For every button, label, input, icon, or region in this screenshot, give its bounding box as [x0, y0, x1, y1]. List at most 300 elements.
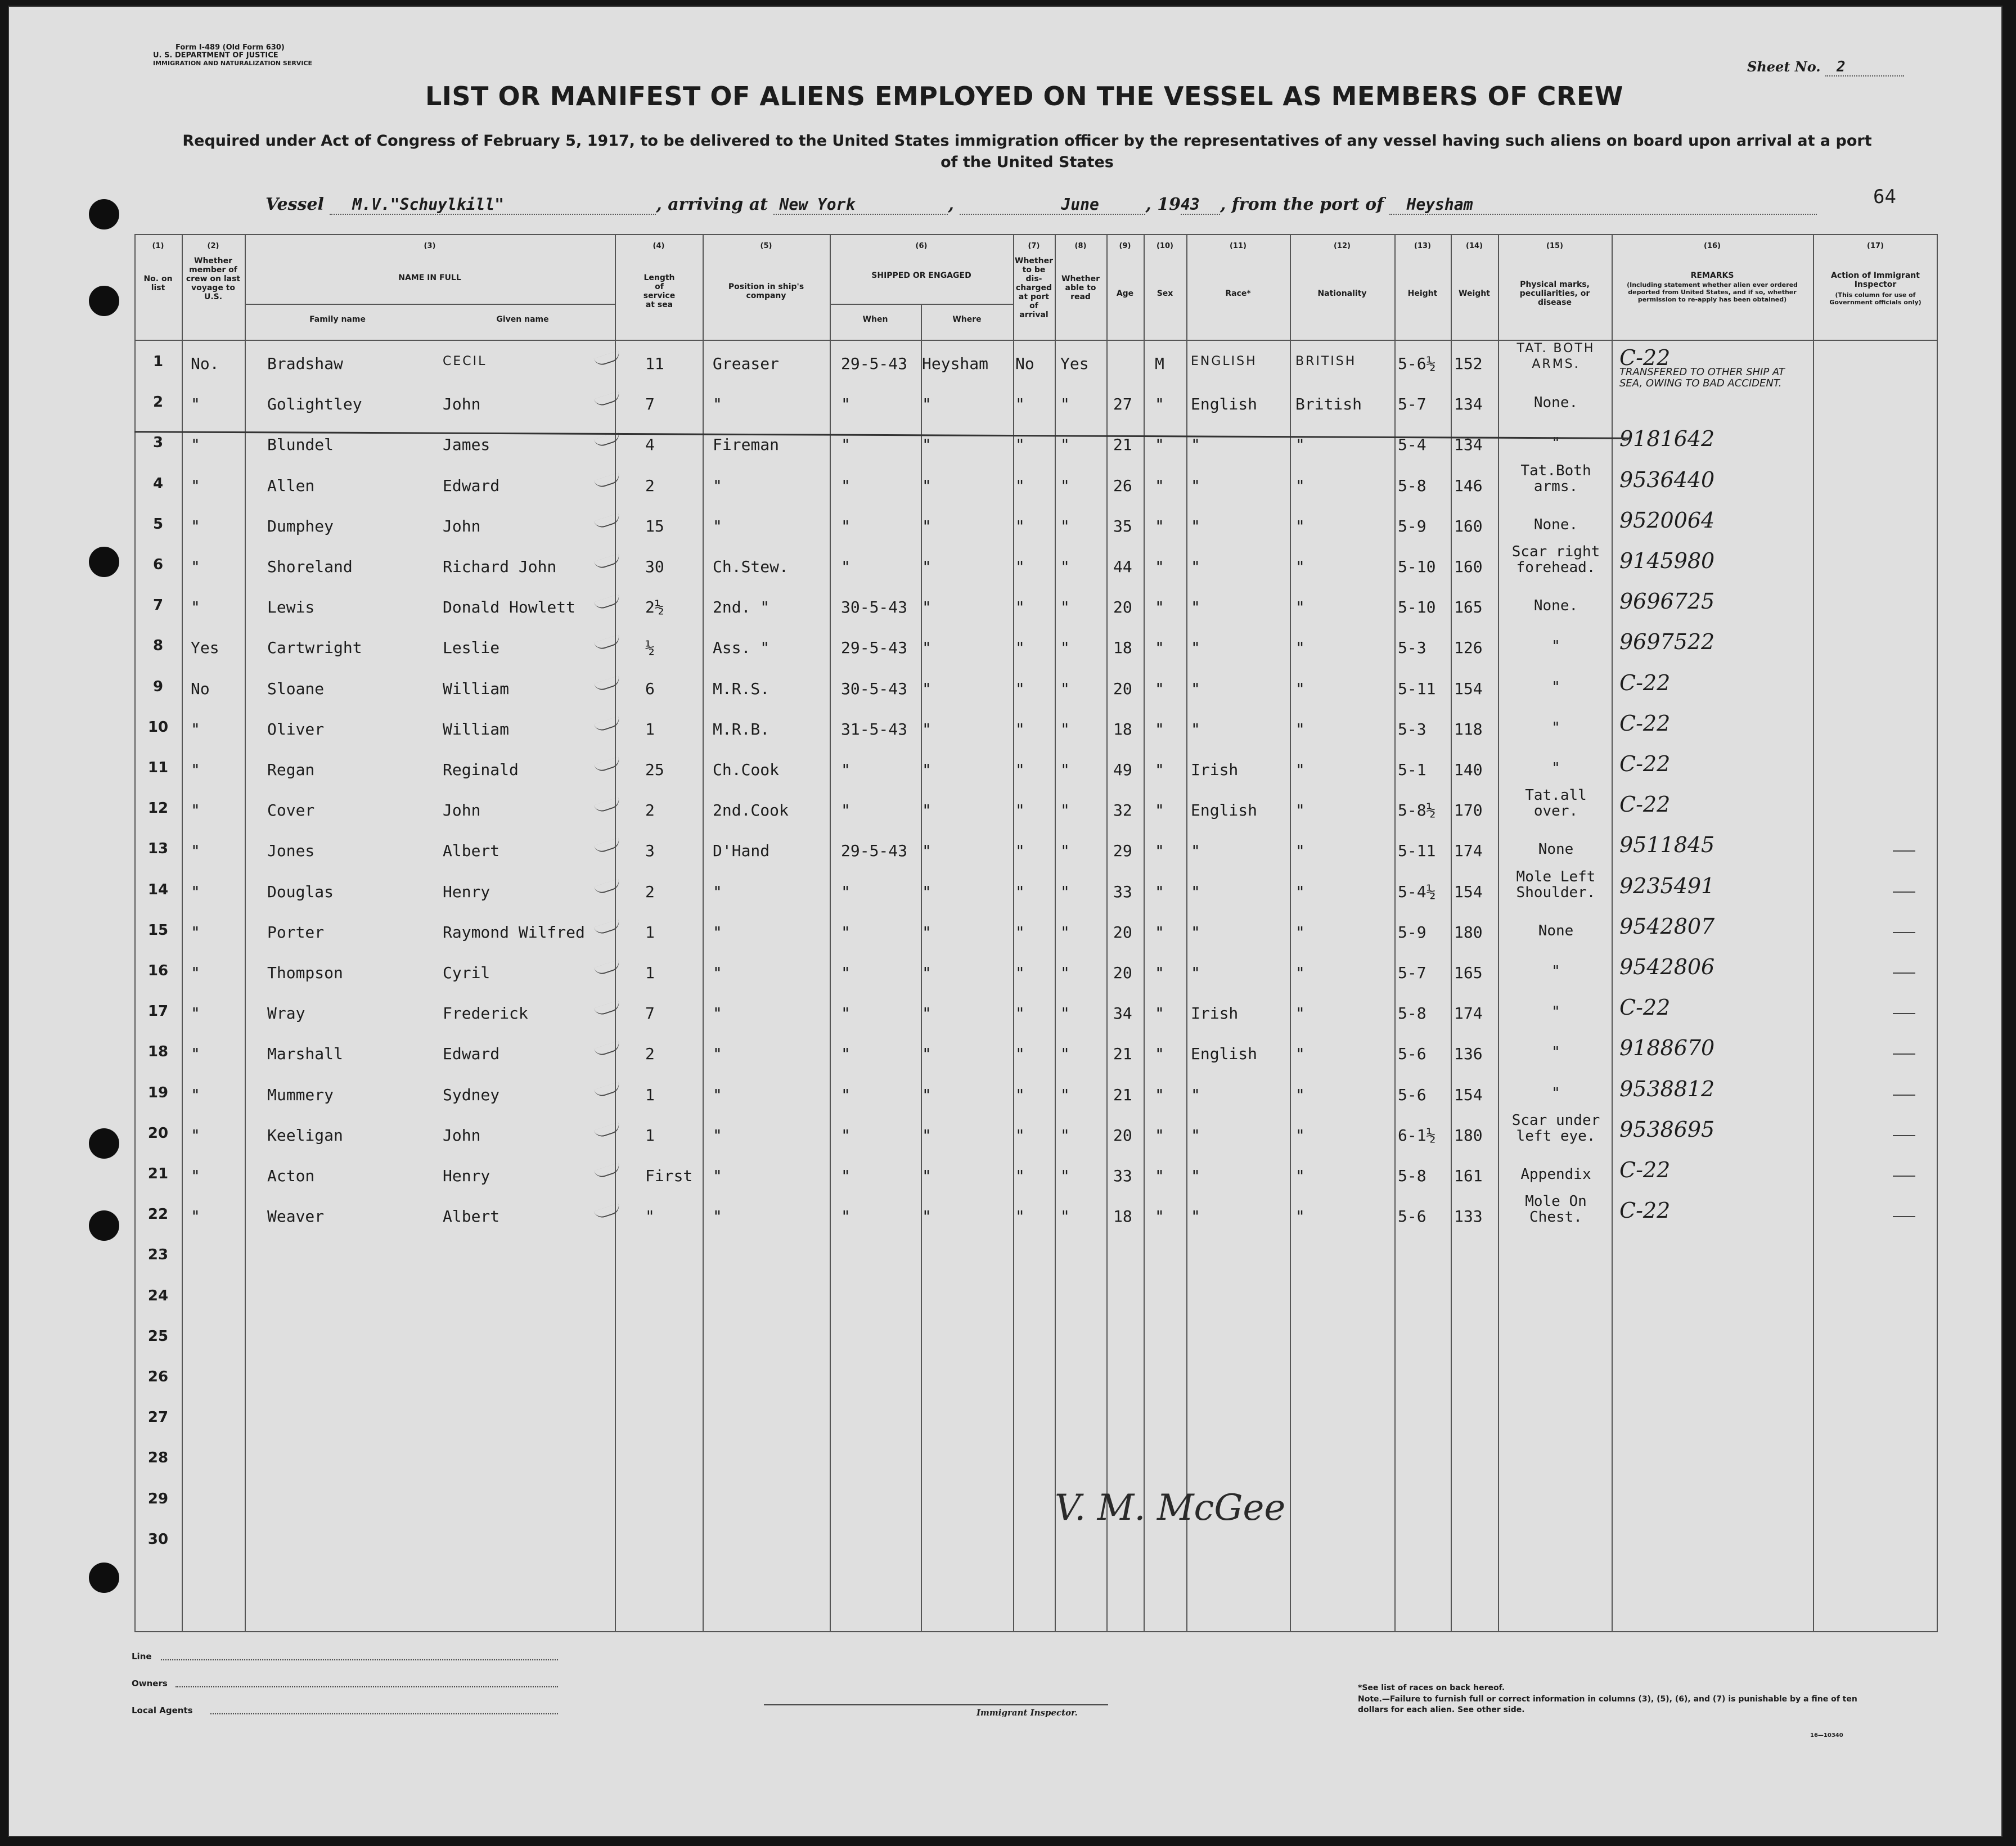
inspector-dash [1893, 1013, 1915, 1014]
row-number: 6 [152, 556, 164, 573]
sex-cell: " [1155, 882, 1164, 901]
service-length-cell: 1 [645, 1085, 655, 1104]
weight-cell: 174 [1454, 841, 1483, 861]
column-rule [1612, 234, 1613, 1632]
sex-cell: " [1155, 801, 1164, 820]
height-cell: 5-9 [1398, 516, 1426, 535]
shipped-where-cell: Heysham [922, 354, 989, 373]
age-cell: 20 [1113, 963, 1132, 982]
race-note: *See list of races on back hereof. [1358, 1683, 1505, 1692]
nationality-cell: " [1295, 1207, 1305, 1226]
physical-marks-cell: " [1551, 1044, 1560, 1061]
page-title: LIST OR MANIFEST OF ALIENS EMPLOYED ON THE VESSEL AS MEMBERS OF CREW [425, 81, 1624, 111]
row-number: 30 [147, 1530, 169, 1548]
physical-marks-cell: " [1551, 1084, 1560, 1102]
row-number: 18 [147, 1043, 169, 1061]
col-num: (8) [1074, 242, 1087, 250]
given-name-cell: Frederick [443, 1004, 528, 1023]
height-cell: 5-11 [1398, 841, 1436, 861]
family-name-cell: Golightley [267, 395, 362, 414]
shipped-when-cell: " [841, 882, 850, 901]
from-label: , from the port of [1220, 195, 1384, 214]
service-length-cell: ½ [645, 638, 655, 658]
weight-cell: 134 [1454, 395, 1483, 414]
header-length-service: Length of service at sea [643, 273, 676, 309]
column-rule [182, 234, 183, 1632]
family-name-cell: Cover [267, 801, 315, 820]
check-mark [594, 594, 622, 610]
check-mark [594, 350, 622, 367]
given-name-cell: William [443, 679, 510, 698]
able-read-cell: " [1060, 1167, 1070, 1185]
height-cell: 5-3 [1398, 638, 1426, 658]
check-mark [594, 960, 622, 976]
shipped-when-cell: " [841, 1167, 850, 1185]
shipped-where-cell: " [922, 1004, 932, 1023]
race-cell: " [1191, 557, 1200, 576]
punch-hole [89, 199, 119, 229]
weight-cell: 140 [1454, 760, 1483, 779]
sex-cell: " [1155, 963, 1164, 982]
age-cell: 18 [1113, 1207, 1132, 1226]
weight-cell: 174 [1454, 1004, 1483, 1023]
shipped-when-cell: " [841, 922, 850, 942]
position-cell: Fireman [713, 435, 780, 454]
family-name-cell: Marshall [267, 1044, 343, 1064]
discharged-cell: " [1015, 1044, 1025, 1064]
position-cell: " [713, 1125, 722, 1145]
arriving-at: New York [773, 195, 948, 215]
column-rule [245, 234, 246, 1632]
service-length-cell: 3 [645, 841, 655, 861]
able-read-cell: " [1060, 557, 1070, 576]
row-number: 9 [152, 678, 164, 695]
inspector-dash [1893, 1216, 1915, 1217]
row-number: 19 [147, 1084, 169, 1101]
weight-cell: 160 [1454, 557, 1483, 576]
inspector-dash [1893, 1135, 1915, 1136]
physical-marks-cell: Scar right forehead. [1511, 543, 1600, 576]
discharged-cell: " [1015, 1004, 1025, 1023]
given-name-cell: Leslie [443, 638, 500, 658]
header-height: Height [1407, 289, 1438, 298]
family-name-cell: Cartwright [267, 638, 362, 658]
age-cell: 18 [1113, 719, 1132, 739]
remarks-cell: C-22 [1619, 995, 1671, 1020]
col-num: (1) [152, 242, 164, 250]
height-cell: 5-6½ [1398, 354, 1436, 373]
sex-cell: " [1155, 1167, 1164, 1185]
race-cell: " [1191, 719, 1200, 739]
shipped-where-cell: " [922, 841, 932, 861]
given-name-cell: Edward [443, 1044, 500, 1064]
physical-marks-cell: " [1551, 435, 1560, 452]
discharged-cell: " [1015, 882, 1025, 901]
age-cell: 21 [1113, 1044, 1132, 1064]
height-cell: 5-4½ [1398, 882, 1436, 901]
remarks-cell: 9697522 [1619, 629, 1715, 655]
height-cell: 5-11 [1398, 679, 1436, 698]
form-code: 16—10340 [1810, 1732, 1843, 1739]
shipped-where-cell: " [922, 679, 932, 698]
given-name-cell: CECIL [443, 354, 487, 368]
shipped-when-cell: 30-5-43 [841, 598, 908, 617]
race-cell: " [1191, 963, 1200, 982]
remarks-cell: C-22 [1619, 710, 1671, 736]
shipped-where-cell: " [922, 882, 932, 901]
family-name-cell: Wray [267, 1004, 305, 1023]
sheet-number [1747, 58, 1904, 76]
punch-hole [89, 1128, 119, 1159]
given-name-cell: Henry [443, 1167, 490, 1185]
nationality-cell: " [1295, 679, 1305, 698]
shipped-where-cell: " [922, 1125, 932, 1145]
height-cell: 5-6 [1398, 1044, 1426, 1064]
col-num: (4) [652, 242, 665, 250]
sex-cell: " [1155, 719, 1164, 739]
able-read-cell: " [1060, 516, 1070, 535]
given-name-cell: James [443, 435, 490, 454]
header-physical: Physical marks, peculiarities, or disease [1519, 280, 1590, 307]
shipped-when-cell: " [841, 801, 850, 820]
height-cell: 5-8 [1398, 1167, 1426, 1185]
family-name-cell: Mummery [267, 1085, 334, 1104]
sex-cell: " [1155, 679, 1164, 698]
service-length-cell: 25 [645, 760, 664, 779]
nationality-cell: " [1295, 963, 1305, 982]
prev-voyage-cell: " [191, 598, 200, 617]
sex-cell: " [1155, 557, 1164, 576]
discharged-cell: " [1015, 801, 1025, 820]
position-cell: " [713, 1044, 722, 1064]
prev-voyage-cell: " [191, 963, 200, 982]
col-num: (7) [1028, 242, 1040, 250]
given-name-cell: Reginald [443, 760, 519, 779]
race-cell: ENGLISH [1191, 354, 1257, 368]
physical-marks-cell: None. [1533, 597, 1578, 615]
able-read-cell: " [1060, 1004, 1070, 1023]
row-number: 23 [147, 1246, 169, 1264]
remarks-cell: C-22 [1619, 1158, 1671, 1182]
able-read-cell: " [1060, 598, 1070, 617]
discharged-cell: " [1015, 963, 1025, 982]
nationality-cell: " [1295, 638, 1305, 658]
physical-marks-cell: None. [1533, 394, 1578, 412]
service-length-cell: 11 [645, 354, 664, 373]
col-num: (5) [760, 242, 772, 250]
height-cell: 6-1½ [1398, 1125, 1436, 1145]
able-read-cell: " [1060, 435, 1070, 454]
height-cell: 5-6 [1398, 1207, 1426, 1226]
sex-cell: M [1155, 354, 1164, 373]
weight-cell: 180 [1454, 922, 1483, 942]
check-mark [594, 635, 622, 651]
family-name-cell: Sloane [267, 679, 325, 698]
family-name-cell: Oliver [267, 719, 325, 739]
service-length-cell: 15 [645, 516, 664, 535]
inspector-dash [1893, 972, 1915, 974]
nationality-cell: " [1295, 598, 1305, 617]
remarks-cell: 9235491 [1619, 873, 1715, 898]
punch-hole [89, 547, 119, 577]
service-length-cell: 1 [645, 719, 655, 739]
check-mark [594, 757, 622, 773]
age-cell: 33 [1113, 1167, 1132, 1185]
given-name-cell: Sydney [443, 1085, 500, 1104]
header-whether-member: Whether member of crew on last voyage to U.S. [186, 256, 241, 301]
age-cell: 35 [1113, 516, 1132, 535]
discharged-cell: " [1015, 1207, 1025, 1226]
position-cell: " [713, 922, 722, 942]
header-age: Age [1116, 289, 1134, 298]
nationality-cell: " [1295, 435, 1305, 454]
shipped-where-cell: " [922, 801, 932, 820]
physical-marks-cell: Tat.Both arms. [1520, 462, 1591, 495]
able-read-cell: " [1060, 1207, 1070, 1226]
prev-voyage-cell: " [191, 1044, 200, 1064]
check-mark [594, 1000, 622, 1016]
crew-table [134, 234, 1938, 1632]
physical-marks-cell: " [1551, 1003, 1560, 1021]
weight-cell: 165 [1454, 963, 1483, 982]
column-rule [1394, 234, 1396, 1632]
weight-cell: 180 [1454, 1125, 1483, 1145]
weight-cell: 154 [1454, 1085, 1483, 1104]
col-num: (9) [1119, 242, 1131, 250]
given-name-cell: John [443, 1125, 481, 1145]
age-cell: 44 [1113, 557, 1132, 576]
shipped-where-cell: " [922, 638, 932, 658]
nationality-cell: " [1295, 1044, 1305, 1064]
footer-line-field [161, 1659, 558, 1660]
position-cell: D'Hand [713, 841, 770, 861]
shipped-when-cell: " [841, 963, 850, 982]
discharged-cell: " [1015, 557, 1025, 576]
race-cell: " [1191, 598, 1200, 617]
prev-voyage-cell: " [191, 1207, 200, 1226]
check-mark [594, 1082, 622, 1098]
remarks-cell: 9538812 [1619, 1076, 1715, 1101]
check-mark [594, 676, 622, 692]
manifest-sheet [8, 6, 2002, 1837]
family-name-cell: Jones [267, 841, 315, 861]
inspector-dash [1893, 1176, 1915, 1177]
remarks-cell: C-22 [1619, 670, 1671, 695]
nationality-cell: " [1295, 557, 1305, 576]
prev-voyage-cell: " [191, 922, 200, 942]
weight-cell: 154 [1454, 882, 1483, 901]
given-name-cell: John [443, 801, 481, 820]
remarks-cell: 9696725 [1619, 589, 1715, 614]
given-name-cell: Donald Howlett [443, 598, 576, 617]
weight-cell: 152 [1454, 354, 1483, 373]
remarks-cell: C-22 [1619, 1198, 1671, 1223]
weight-cell: 126 [1454, 638, 1483, 658]
shipped-where-cell: " [922, 1207, 932, 1226]
remarks-cell: C-22 [1619, 792, 1671, 817]
service-length-cell: " [645, 1207, 655, 1226]
prev-voyage-cell: " [191, 801, 200, 820]
arrival-month: June [960, 195, 1145, 215]
check-mark [594, 1163, 622, 1179]
remarks-cell: 9181642 [1619, 426, 1715, 452]
arriving-label: , arriving at [656, 195, 768, 214]
sex-cell: " [1155, 1125, 1164, 1145]
row-number: 28 [147, 1449, 169, 1467]
check-mark [594, 879, 622, 895]
race-cell: " [1191, 1125, 1200, 1145]
able-read-cell: " [1060, 1085, 1070, 1104]
position-cell: " [713, 1167, 722, 1185]
physical-marks-cell: Mole On Chest. [1525, 1193, 1587, 1226]
from-port: Heysham [1389, 195, 1817, 215]
service-length-cell: 2 [645, 801, 655, 820]
column-rule [1186, 234, 1187, 1632]
header-action-sub: (This column for use of Government officials only) [1829, 291, 1922, 306]
column-rule [1451, 234, 1452, 1632]
year-prefix: 19 [1157, 195, 1181, 214]
shipped-where-cell: " [922, 760, 932, 779]
header-able-read: Whether able to read [1061, 274, 1100, 301]
inspector-signature: V. M. McGee [1055, 1487, 1286, 1529]
check-mark [594, 472, 622, 489]
header-sex: Sex [1156, 289, 1173, 298]
physical-marks-cell: Mole Left Shoulder. [1516, 868, 1596, 901]
check-mark [594, 1122, 622, 1138]
discharged-cell: " [1015, 841, 1025, 861]
header-remarks: REMARKS [1690, 271, 1734, 280]
race-cell: English [1191, 801, 1258, 820]
prev-voyage-cell: " [191, 1167, 200, 1185]
able-read-cell: Yes [1060, 354, 1089, 373]
shipped-when-cell: 29-5-43 [841, 354, 908, 373]
row-number: 5 [152, 515, 164, 533]
able-read-cell: " [1060, 801, 1070, 820]
height-cell: 5-10 [1398, 598, 1436, 617]
column-rule [615, 234, 616, 1632]
race-cell: " [1191, 882, 1200, 901]
physical-marks-cell: " [1551, 678, 1560, 696]
punch-hole [89, 1563, 119, 1593]
vessel-label: Vessel [266, 195, 324, 214]
race-cell: English [1191, 395, 1258, 414]
col-num: (10) [1156, 242, 1173, 250]
remarks-cell: 9511845 [1619, 832, 1715, 858]
family-name-cell: Blundel [267, 435, 334, 454]
prev-voyage-cell: " [191, 476, 200, 495]
service-length-cell: 2 [645, 476, 655, 495]
remarks-cell: 9542806 [1619, 954, 1715, 979]
sex-cell: " [1155, 841, 1164, 861]
discharged-cell: " [1015, 760, 1025, 779]
row-number: 14 [147, 881, 169, 898]
able-read-cell: " [1060, 638, 1070, 658]
given-name-cell: Cyril [443, 963, 490, 982]
family-name-cell: Porter [267, 922, 325, 942]
sex-cell: " [1155, 395, 1164, 414]
prev-voyage-cell: " [191, 719, 200, 739]
row-number: 3 [152, 434, 164, 452]
row-number: 4 [152, 475, 164, 492]
row-number: 13 [147, 840, 169, 858]
family-name-cell: Thompson [267, 963, 343, 982]
check-mark [594, 838, 622, 854]
row-number: 11 [147, 759, 169, 776]
discharged-cell: " [1015, 719, 1025, 739]
column-rule [1937, 234, 1938, 1632]
able-read-cell: " [1060, 963, 1070, 982]
age-cell: 49 [1113, 760, 1132, 779]
position-cell: 2nd.Cook [713, 801, 789, 820]
col-num: (11) [1230, 242, 1246, 250]
shipped-where-cell: " [922, 1167, 932, 1185]
position-cell: Greaser [713, 354, 780, 373]
height-cell: 5-1 [1398, 760, 1426, 779]
header-family-name: Family name [309, 315, 366, 324]
nationality-cell: British [1295, 395, 1362, 414]
race-cell: " [1191, 841, 1200, 861]
race-cell: " [1191, 476, 1200, 495]
able-read-cell: " [1060, 1044, 1070, 1064]
row-number: 8 [152, 637, 164, 655]
age-cell: 18 [1113, 638, 1132, 658]
column-rule [1144, 234, 1145, 1632]
age-cell: 27 [1113, 395, 1132, 414]
discharged-cell: " [1015, 516, 1025, 535]
physical-marks-cell: " [1551, 963, 1560, 980]
shipped-where-cell: " [922, 435, 932, 454]
column-rule [830, 234, 831, 1632]
shipped-where-cell: " [922, 1044, 932, 1064]
given-name-cell: Albert [443, 841, 500, 861]
service-length-cell: 2 [645, 882, 655, 901]
able-read-cell: " [1060, 922, 1070, 942]
shipped-when-cell: " [841, 1125, 850, 1145]
shipped-where-cell: " [922, 1085, 932, 1104]
header-given-name: Given name [496, 315, 549, 324]
age-cell: 21 [1113, 435, 1132, 454]
nationality-cell: " [1295, 882, 1305, 901]
shipped-when-cell: 29-5-43 [841, 638, 908, 658]
col-num: (16) [1704, 242, 1721, 250]
penalty-note: Note.—Failure to furnish full or correct information in columns (3), (5), (6), and (7) is punishable by a fine of ten dollars for each alien. See other side. [1358, 1695, 1857, 1714]
table-top-rule [134, 234, 1938, 235]
age-cell: 20 [1113, 1125, 1132, 1145]
family-name-cell: Lewis [267, 598, 315, 617]
remarks-cell: 9145980 [1619, 548, 1715, 573]
sex-cell: " [1155, 1207, 1164, 1226]
col-num: (15) [1546, 242, 1563, 250]
weight-cell: 160 [1454, 516, 1483, 535]
shipped-where-cell: " [922, 557, 932, 576]
check-mark [594, 1203, 622, 1219]
able-read-cell: " [1060, 719, 1070, 739]
race-cell: English [1191, 1044, 1258, 1064]
service-length-cell: 2½ [645, 598, 664, 617]
department: U. S. DEPARTMENT OF JUSTICE [153, 51, 278, 60]
prev-voyage-cell: " [191, 841, 200, 861]
shipped-where-cell: " [922, 719, 932, 739]
race-cell: " [1191, 1167, 1200, 1185]
able-read-cell: " [1060, 841, 1070, 861]
shipped-where-cell: " [922, 395, 932, 414]
col-num: (6) [915, 242, 928, 250]
shipped-where-cell: " [922, 963, 932, 982]
header-where: Where [952, 315, 982, 324]
header-position: Position in ship's company [728, 282, 804, 300]
physical-marks-cell: " [1551, 760, 1560, 777]
row-number: 7 [152, 597, 164, 614]
